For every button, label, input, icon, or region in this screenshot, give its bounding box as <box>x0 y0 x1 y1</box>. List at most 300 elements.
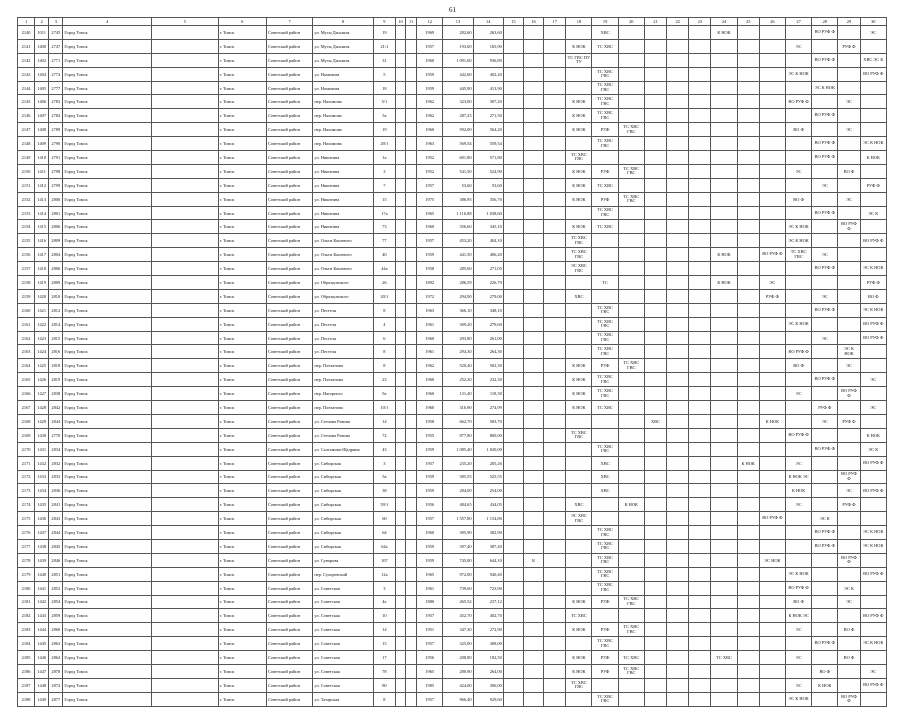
table-cell: ТС ХВС <box>711 651 737 665</box>
table-cell: ЭС <box>812 248 838 262</box>
table-cell: ВО РУФ Ф <box>860 567 886 581</box>
table-cell: К НОК <box>566 178 592 192</box>
table-cell <box>152 651 219 665</box>
table-cell <box>644 95 666 109</box>
table-cell <box>785 303 811 317</box>
table-cell <box>689 567 711 581</box>
table-cell: 2140 <box>18 26 35 40</box>
table-cell <box>395 401 405 415</box>
table-cell <box>618 539 644 553</box>
table-cell <box>618 81 644 95</box>
table-cell: Город Томск <box>63 67 152 81</box>
table-cell: 1447 <box>35 664 49 678</box>
table-cell: 64 <box>373 526 395 540</box>
table-cell: 80 <box>373 678 395 692</box>
table-cell: РУФ <box>592 359 618 373</box>
table-cell <box>152 414 219 428</box>
table-cell: 7 <box>373 178 395 192</box>
table-cell <box>395 526 405 540</box>
table-cell: ХВС <box>566 289 592 303</box>
table-cell: 520,40 <box>443 359 473 373</box>
table-cell <box>689 39 711 53</box>
table-cell <box>759 595 785 609</box>
table-cell <box>618 234 644 248</box>
table-cell: ул. Мусы Джалиля <box>313 39 373 53</box>
table-cell <box>503 26 523 40</box>
table-cell <box>523 248 543 262</box>
table-cell: г. Томск <box>218 248 266 262</box>
table-cell <box>785 137 811 151</box>
table-cell: 2156 <box>18 248 35 262</box>
table-cell: г. Томск <box>218 512 266 526</box>
table-cell <box>406 526 417 540</box>
table-cell <box>689 428 711 442</box>
table-cell: г. Томск <box>218 234 266 248</box>
table-cell <box>618 206 644 220</box>
table-cell: Советский район <box>266 373 312 387</box>
table-cell: ТС ХВС <box>592 220 618 234</box>
table-cell <box>566 470 592 484</box>
table-cell <box>759 609 785 623</box>
table-cell <box>152 595 219 609</box>
table-cell: 1440 <box>35 567 49 581</box>
table-cell <box>644 428 666 442</box>
table-cell <box>737 123 759 137</box>
table-cell: 53,60 <box>473 178 503 192</box>
table-cell: 2173 <box>18 484 35 498</box>
table-cell <box>544 581 566 595</box>
table-cell: ул. Сибирская <box>313 498 373 512</box>
table-cell <box>667 164 689 178</box>
table-cell: 286,59 <box>443 276 473 290</box>
table-cell <box>689 401 711 415</box>
table-cell <box>785 289 811 303</box>
table-cell: ТС ХВС ГВС <box>592 137 618 151</box>
table-cell <box>812 387 838 401</box>
table-cell <box>737 595 759 609</box>
table-cell: РУФ Ф <box>860 276 886 290</box>
table-cell: 265,52 <box>443 595 473 609</box>
table-cell <box>544 220 566 234</box>
table-cell: 232,30 <box>473 373 503 387</box>
table-cell: 1423 <box>35 331 49 345</box>
table-cell <box>785 53 811 67</box>
table-cell: 1 038,60 <box>473 206 503 220</box>
table-cell <box>785 664 811 678</box>
table-cell <box>812 123 838 137</box>
table-cell <box>860 192 886 206</box>
table-cell: К НОК <box>566 401 592 415</box>
table-cell: ХВС <box>592 26 618 40</box>
table-cell <box>785 81 811 95</box>
table-cell <box>759 428 785 442</box>
table-cell <box>860 95 886 109</box>
table-cell: ТС ХВС ГВС <box>592 303 618 317</box>
table-cell: Советский район <box>266 123 312 137</box>
table-cell <box>737 609 759 623</box>
table-cell: Город Томск <box>63 262 152 276</box>
table-cell: 5а <box>373 109 395 123</box>
table-cell <box>618 151 644 165</box>
table-cell: ул. Мусы Джалиля <box>313 26 373 40</box>
table-cell: 23 <box>373 373 395 387</box>
table-row <box>18 456 887 470</box>
table-cell: Советский район <box>266 539 312 553</box>
table-cell: 274,99 <box>473 401 503 415</box>
table-cell: 1426 <box>35 373 49 387</box>
table-cell: 131,40 <box>443 387 473 401</box>
table-cell: 2148 <box>18 137 35 151</box>
table-cell: Советский район <box>266 53 312 67</box>
table-cell: ЭС К НОК <box>785 317 811 331</box>
table-cell: К НОК <box>759 414 785 428</box>
table-cell <box>667 484 689 498</box>
table-cell <box>503 553 523 567</box>
table-cell <box>667 26 689 40</box>
table-cell <box>395 664 405 678</box>
table-cell: ул. Образцовского <box>313 289 373 303</box>
table-cell <box>711 526 737 540</box>
table-cell <box>644 137 666 151</box>
table-cell: г. Томск <box>218 276 266 290</box>
table-cell: 1422 <box>35 317 49 331</box>
table-cell: 14 <box>373 623 395 637</box>
table-cell: К НОК <box>566 95 592 109</box>
table-cell <box>667 651 689 665</box>
table-cell <box>838 289 860 303</box>
table-cell: К НОК <box>566 595 592 609</box>
table-cell: 1972 <box>417 289 443 303</box>
table-cell: 2188 <box>18 692 35 706</box>
table-cell <box>737 692 759 706</box>
table-row <box>18 234 887 248</box>
table-cell: 1407 <box>35 109 49 123</box>
table-cell: 2171 <box>18 456 35 470</box>
table-cell <box>711 234 737 248</box>
table-row <box>18 164 887 178</box>
table-cell: 386,95 <box>443 192 473 206</box>
table-cell: 1963 <box>417 137 443 151</box>
table-cell: ЭС К НОК <box>812 81 838 95</box>
table-cell: пер. Нагорного <box>313 387 373 401</box>
table-cell <box>860 220 886 234</box>
table-cell <box>689 373 711 387</box>
table-cell: 12а <box>373 567 395 581</box>
table-cell: 8 <box>373 692 395 706</box>
table-cell: 2155 <box>18 234 35 248</box>
table-cell: 2771 <box>49 53 63 67</box>
table-cell <box>544 39 566 53</box>
table-cell <box>406 609 417 623</box>
table-cell <box>759 526 785 540</box>
table-cell: 1962 <box>417 359 443 373</box>
table-cell: ЭС <box>860 664 886 678</box>
table-cell: ТС ХВС ГВС <box>566 678 592 692</box>
table-cell <box>737 220 759 234</box>
table-cell <box>711 164 737 178</box>
table-cell <box>503 192 523 206</box>
table-cell: 237,12 <box>473 595 503 609</box>
table-cell <box>838 262 860 276</box>
table-cell: Город Томск <box>63 53 152 67</box>
table-cell: Советский район <box>266 206 312 220</box>
table-cell: 1 116,88 <box>443 206 473 220</box>
table-cell: 165,90 <box>473 39 503 53</box>
table-cell: ВО РУФ Ф <box>759 248 785 262</box>
table-cell: ТС ХВС ГВС <box>566 234 592 248</box>
table-cell: Город Томск <box>63 678 152 692</box>
table-cell <box>838 303 860 317</box>
table-cell: 1960 <box>417 526 443 540</box>
table-cell <box>523 595 543 609</box>
table-cell <box>523 526 543 540</box>
table-cell <box>667 151 689 165</box>
table-cell <box>737 637 759 651</box>
table-cell: 929,60 <box>473 692 503 706</box>
table-cell <box>395 262 405 276</box>
table-cell <box>152 192 219 206</box>
table-cell <box>523 456 543 470</box>
table-cell <box>152 39 219 53</box>
table-cell <box>838 401 860 415</box>
table-cell <box>860 164 886 178</box>
table-cell <box>523 164 543 178</box>
table-cell: Советский район <box>266 692 312 706</box>
table-cell: ВО РУФ Ф <box>759 512 785 526</box>
table-cell <box>644 26 666 40</box>
table-cell: Город Томск <box>63 248 152 262</box>
table-cell <box>523 220 543 234</box>
column-number: 8 <box>313 18 373 26</box>
table-cell: ВО РУФ Ф <box>785 581 811 595</box>
table-cell: г. Томск <box>218 67 266 81</box>
column-number: 29 <box>838 18 860 26</box>
table-cell: 285,60 <box>443 262 473 276</box>
table-cell <box>523 95 543 109</box>
table-cell: 502,30 <box>473 359 503 373</box>
table-cell <box>152 623 219 637</box>
table-cell <box>544 359 566 373</box>
table-cell: Советский район <box>266 442 312 456</box>
table-cell: 413,90 <box>473 81 503 95</box>
table-cell <box>618 692 644 706</box>
table-cell <box>618 26 644 40</box>
table-cell <box>711 539 737 553</box>
table-cell <box>689 95 711 109</box>
table-cell: 235,20 <box>443 456 473 470</box>
table-cell: Советский район <box>266 456 312 470</box>
table-cell: ВО РУФ Ф <box>812 442 838 456</box>
table-cell: ТС ХВС ГВС <box>592 581 618 595</box>
table-cell: РУФ <box>592 192 618 206</box>
table-cell <box>644 581 666 595</box>
table-cell <box>785 553 811 567</box>
table-cell <box>838 26 860 40</box>
table-cell: г. Томск <box>218 456 266 470</box>
table-cell <box>838 53 860 67</box>
table-cell <box>618 345 644 359</box>
table-cell <box>689 289 711 303</box>
table-cell <box>812 470 838 484</box>
table-cell <box>667 303 689 317</box>
table-cell <box>759 39 785 53</box>
table-row <box>18 678 887 692</box>
table-cell <box>503 303 523 317</box>
table-cell <box>152 206 219 220</box>
table-cell: Советский район <box>266 526 312 540</box>
table-cell: 1962 <box>417 109 443 123</box>
table-cell: 564,20 <box>473 123 503 137</box>
table-cell: 10/1 <box>373 401 395 415</box>
table-cell: ЭС К НОК <box>785 567 811 581</box>
table-cell <box>152 137 219 151</box>
table-cell: пер. Плеханова <box>313 373 373 387</box>
table-cell <box>406 317 417 331</box>
table-cell <box>406 387 417 401</box>
table-cell <box>544 609 566 623</box>
table-cell <box>523 567 543 581</box>
table-cell: 1956 <box>417 651 443 665</box>
table-cell <box>544 164 566 178</box>
column-number-row <box>18 18 887 26</box>
table-cell <box>667 206 689 220</box>
table-cell: 8 <box>373 303 395 317</box>
table-cell <box>152 26 219 40</box>
table-cell: 2146 <box>18 109 35 123</box>
table-cell: 723,90 <box>473 581 503 595</box>
table-cell <box>838 178 860 192</box>
table-cell <box>592 151 618 165</box>
table-cell <box>812 276 838 290</box>
table-cell: 40 <box>373 248 395 262</box>
table-cell: Город Томск <box>63 373 152 387</box>
table-cell <box>689 262 711 276</box>
table-cell: Город Томск <box>63 623 152 637</box>
table-cell <box>503 331 523 345</box>
table-cell <box>737 345 759 359</box>
table-cell <box>544 470 566 484</box>
table-cell <box>711 331 737 345</box>
table-cell: ВО Ф <box>860 289 886 303</box>
table-cell <box>544 248 566 262</box>
table-cell <box>395 289 405 303</box>
table-cell <box>711 303 737 317</box>
table-cell: Город Томск <box>63 526 152 540</box>
table-cell <box>152 53 219 67</box>
table-cell <box>523 359 543 373</box>
table-cell <box>785 401 811 415</box>
table-cell <box>503 81 523 95</box>
table-cell <box>711 692 737 706</box>
table-cell <box>689 164 711 178</box>
table-cell: ВО РУФ Ф <box>860 456 886 470</box>
table-cell: 1439 <box>35 553 49 567</box>
column-number: 22 <box>667 18 689 26</box>
table-cell <box>566 331 592 345</box>
table-cell: ВО РУФ Ф <box>812 262 838 276</box>
table-cell: 254,00 <box>473 484 503 498</box>
table-cell <box>395 553 405 567</box>
table-cell <box>566 26 592 40</box>
table-cell <box>152 373 219 387</box>
table-cell: г. Томск <box>218 484 266 498</box>
table-cell <box>838 539 860 553</box>
table-cell: 2801 <box>49 206 63 220</box>
table-cell: 308,00 <box>473 637 503 651</box>
table-cell <box>737 262 759 276</box>
table-row <box>18 248 887 262</box>
column-number: 14 <box>473 18 503 26</box>
table-row <box>18 345 887 359</box>
table-cell <box>667 512 689 526</box>
table-cell: Город Томск <box>63 651 152 665</box>
table-cell <box>395 637 405 651</box>
table-cell <box>395 581 405 595</box>
table-cell: г. Томск <box>218 81 266 95</box>
table-cell: 1955 <box>417 428 443 442</box>
table-cell <box>737 581 759 595</box>
table-cell: г. Томск <box>218 553 266 567</box>
table-cell <box>711 567 737 581</box>
table-cell <box>737 95 759 109</box>
table-cell: РУФ Ф <box>812 401 838 415</box>
table-cell: ул. Татарская <box>313 692 373 706</box>
table-cell: 1962 <box>417 95 443 109</box>
table-cell: 1408 <box>35 123 49 137</box>
table-cell <box>838 137 860 151</box>
table-cell <box>592 512 618 526</box>
table-cell: 2169 <box>18 428 35 442</box>
column-number: 1 <box>18 18 35 26</box>
table-cell <box>152 289 219 303</box>
table-cell <box>737 178 759 192</box>
table-cell: К НОК <box>566 192 592 206</box>
table-cell <box>566 484 592 498</box>
table-cell: г. Томск <box>218 303 266 317</box>
table-cell <box>644 220 666 234</box>
table-cell: г. Томск <box>218 220 266 234</box>
table-cell: 107 <box>373 553 395 567</box>
table-cell: 1958 <box>417 414 443 428</box>
table-cell: 2789 <box>49 123 63 137</box>
table-cell: ТС ХВС ГВС <box>785 248 811 262</box>
column-number: 11 <box>406 18 417 26</box>
table-cell: 279,00 <box>473 289 503 303</box>
table-cell <box>406 262 417 276</box>
column-number: 30 <box>860 18 886 26</box>
table-row <box>18 276 887 290</box>
table-cell: 2184 <box>18 637 35 651</box>
table-cell: ТС ХВС ГВС <box>566 428 592 442</box>
table-cell: 662,70 <box>443 414 473 428</box>
table-cell: ТС ХВС ГВС <box>618 164 644 178</box>
table-cell <box>737 276 759 290</box>
table-cell <box>689 359 711 373</box>
table-cell: ЭС К НОК <box>860 303 886 317</box>
table-row <box>18 123 887 137</box>
table-cell: ул. Советская <box>313 651 373 665</box>
table-cell <box>759 373 785 387</box>
table-cell: ХВС <box>592 484 618 498</box>
table-row <box>18 26 887 40</box>
table-cell <box>759 123 785 137</box>
table-cell: ВО РУФ Ф <box>785 428 811 442</box>
table-cell: Советский район <box>266 109 312 123</box>
table-cell <box>667 331 689 345</box>
table-cell: 1961 <box>417 345 443 359</box>
table-cell: Советский район <box>266 470 312 484</box>
table-cell <box>711 637 737 651</box>
